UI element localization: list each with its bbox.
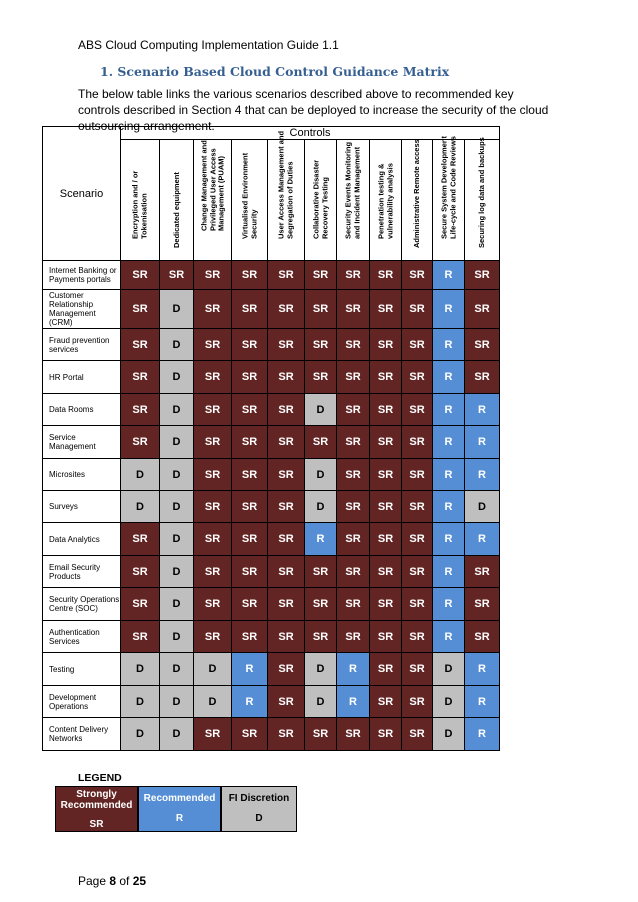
matrix-cell: R: [433, 290, 465, 329]
matrix-cell: SR: [232, 329, 268, 361]
matrix-body: [43, 261, 500, 751]
matrix-cell: R: [232, 686, 268, 718]
legend-item-d: [221, 786, 297, 832]
matrix-cell: SR: [268, 491, 305, 523]
matrix-cell: SR: [465, 621, 500, 653]
matrix-cell: SR: [232, 290, 268, 329]
matrix-cell: SR: [194, 261, 232, 290]
footer-mid: of: [116, 874, 133, 888]
scenario-name: Data Analytics: [43, 523, 121, 556]
matrix-cell: SR: [370, 394, 402, 426]
matrix-cell: SR: [402, 459, 433, 491]
matrix-cell: D: [160, 523, 194, 556]
matrix-cell: D: [160, 718, 194, 751]
matrix-cell: SR: [402, 261, 433, 290]
matrix-cell: SR: [194, 718, 232, 751]
matrix-cell: SR: [121, 523, 160, 556]
table-row: [43, 718, 500, 751]
control-header-8: [370, 140, 402, 261]
matrix-cell: SR: [268, 329, 305, 361]
matrix-cell: R: [305, 523, 337, 556]
matrix-cell: D: [160, 426, 194, 459]
matrix-cell: SR: [121, 426, 160, 459]
matrix-cell: D: [160, 621, 194, 653]
scenario-name: Fraud prevention services: [43, 329, 121, 361]
matrix-cell: R: [433, 394, 465, 426]
matrix-cell: SR: [305, 261, 337, 290]
table-row: [43, 523, 500, 556]
document-header: ABS Cloud Computing Implementation Guide 1.1: [78, 38, 339, 52]
matrix-cell: D: [305, 491, 337, 523]
matrix-cell: R: [465, 653, 500, 686]
matrix-cell: R: [433, 523, 465, 556]
matrix-cell: SR: [402, 290, 433, 329]
matrix-cell: SR: [337, 459, 370, 491]
matrix-cell: SR: [268, 394, 305, 426]
matrix-cell: SR: [268, 653, 305, 686]
control-header-2: [160, 140, 194, 261]
control-label: Collaborative Disaster Recovery Testing: [311, 159, 329, 239]
matrix-cell: R: [433, 459, 465, 491]
matrix-cell: R: [433, 556, 465, 588]
matrix-cell: SR: [121, 394, 160, 426]
scenario-name: Security Operations Centre (SOC): [43, 588, 121, 621]
control-label: User Access Management and Segregation of Duties: [276, 130, 294, 239]
matrix-cell: R: [433, 426, 465, 459]
matrix-cell: SR: [305, 290, 337, 329]
matrix-cell: SR: [402, 394, 433, 426]
matrix-cell: D: [160, 556, 194, 588]
controls-header: Controls: [121, 127, 500, 140]
matrix-cell: SR: [268, 686, 305, 718]
matrix-cell: SR: [121, 588, 160, 621]
matrix-cell: D: [305, 394, 337, 426]
matrix-cell: SR: [402, 491, 433, 523]
matrix-cell: D: [433, 718, 465, 751]
matrix-cell: SR: [160, 261, 194, 290]
control-label: Dedicated equipment: [171, 171, 181, 248]
matrix-cell: SR: [194, 523, 232, 556]
scenario-name: Microsites: [43, 459, 121, 491]
intro-paragraph: The below table links the various scenarios described above to recommended key controls described in Section 4 that can be deployed to increase the security of the cloud outsourcing arrangement.: [78, 87, 549, 133]
control-label: Virtualised Environment Security: [240, 152, 258, 239]
matrix-cell: SR: [305, 718, 337, 751]
matrix-cell: SR: [268, 523, 305, 556]
legend-item-sr: [55, 786, 138, 832]
control-header-9: [402, 140, 433, 261]
matrix-cell: SR: [337, 261, 370, 290]
matrix-cell: SR: [370, 556, 402, 588]
legend-title: LEGEND: [78, 772, 122, 784]
matrix-cell: SR: [370, 686, 402, 718]
legend-item-r: [138, 786, 221, 832]
matrix-cell: SR: [370, 588, 402, 621]
scenario-name: HR Portal: [43, 361, 121, 394]
matrix-cell: SR: [337, 361, 370, 394]
matrix-cell: D: [160, 394, 194, 426]
matrix-cell: SR: [194, 426, 232, 459]
matrix-cell: SR: [232, 718, 268, 751]
control-label: Administrative Remote access: [411, 138, 421, 248]
matrix-cell: SR: [232, 621, 268, 653]
matrix-cell: R: [337, 653, 370, 686]
table-row: [43, 491, 500, 523]
matrix-cell: SR: [370, 426, 402, 459]
matrix-cell: SR: [337, 329, 370, 361]
matrix-cell: D: [160, 329, 194, 361]
matrix-cell: SR: [402, 329, 433, 361]
control-header-5: [268, 130, 305, 261]
matrix-cell: SR: [370, 329, 402, 361]
control-header-10: [433, 136, 465, 261]
matrix-cell: SR: [402, 653, 433, 686]
matrix-cell: R: [465, 426, 500, 459]
control-label: Encryption and / or Tokenisation: [130, 170, 148, 239]
page-total: 25: [132, 874, 147, 888]
matrix-cell: SR: [370, 621, 402, 653]
matrix-cell: SR: [370, 261, 402, 290]
control-header-6: [305, 140, 337, 261]
matrix-cell: SR: [194, 394, 232, 426]
matrix-cell: SR: [232, 523, 268, 556]
scenario-name: Internet Banking or Payments portals: [43, 261, 121, 290]
matrix-cell: SR: [232, 361, 268, 394]
table-row: [43, 361, 500, 394]
matrix-cell: SR: [402, 588, 433, 621]
control-header-1: [121, 140, 160, 261]
matrix-cell: D: [305, 459, 337, 491]
matrix-cell: SR: [232, 491, 268, 523]
matrix-cell: SR: [465, 588, 500, 621]
matrix-cell: SR: [121, 621, 160, 653]
legend-label: Recommended: [143, 793, 216, 804]
matrix-cell: SR: [337, 523, 370, 556]
table-row: [43, 329, 500, 361]
matrix-cell: D: [121, 491, 160, 523]
legend: [55, 786, 297, 832]
footer-prefix: Page: [78, 874, 110, 888]
scenario-name: Data Rooms: [43, 394, 121, 426]
legend-code: D: [255, 813, 263, 824]
legend-code: R: [175, 813, 184, 824]
matrix-cell: SR: [232, 459, 268, 491]
matrix-cell: SR: [121, 361, 160, 394]
matrix-cell: SR: [268, 459, 305, 491]
matrix-cell: R: [465, 523, 500, 556]
control-header-7: [337, 140, 370, 261]
matrix-cell: R: [465, 394, 500, 426]
matrix-cell: R: [465, 718, 500, 751]
matrix-cell: SR: [194, 459, 232, 491]
scenario-name: Customer Relationship Management (CRM): [43, 290, 121, 329]
matrix-cell: SR: [337, 621, 370, 653]
matrix-cell: SR: [232, 426, 268, 459]
scenario-name: Email Security Products: [43, 556, 121, 588]
matrix-cell: SR: [402, 718, 433, 751]
matrix-cell: SR: [121, 556, 160, 588]
matrix-cell: D: [160, 588, 194, 621]
table-row: [43, 290, 500, 329]
control-header-11: [465, 136, 500, 261]
matrix-cell: SR: [370, 718, 402, 751]
matrix-cell: SR: [194, 588, 232, 621]
scenario-header: Scenario: [43, 127, 121, 261]
matrix-cell: SR: [402, 361, 433, 394]
table-row: [43, 394, 500, 426]
scenario-name: Service Management: [43, 426, 121, 459]
matrix-cell: SR: [305, 361, 337, 394]
matrix-cell: R: [232, 653, 268, 686]
scenario-name: Authentication Services: [43, 621, 121, 653]
table-row: [43, 556, 500, 588]
matrix-cell: D: [121, 686, 160, 718]
matrix-cell: SR: [402, 556, 433, 588]
matrix-cell: R: [465, 459, 500, 491]
matrix-cell: D: [160, 686, 194, 718]
matrix-cell: R: [433, 491, 465, 523]
table-row: [43, 686, 500, 718]
scenario-name: Content Delivery Networks: [43, 718, 121, 751]
page-footer: [78, 874, 146, 888]
matrix-cell: SR: [194, 361, 232, 394]
matrix-cell: SR: [232, 394, 268, 426]
legend-label: FI Discretion: [228, 793, 290, 804]
matrix-cell: SR: [370, 653, 402, 686]
matrix-cell: R: [433, 621, 465, 653]
matrix-cell: SR: [402, 621, 433, 653]
matrix-cell: SR: [305, 329, 337, 361]
matrix-cell: SR: [305, 588, 337, 621]
matrix-cell: D: [433, 686, 465, 718]
control-label: Penetration testing & vulnerability analysis: [376, 163, 394, 239]
matrix-cell: SR: [305, 426, 337, 459]
matrix-cell: D: [121, 653, 160, 686]
matrix-cell: SR: [465, 290, 500, 329]
table-row: [43, 621, 500, 653]
matrix-cell: SR: [268, 718, 305, 751]
matrix-cell: SR: [337, 290, 370, 329]
matrix-cell: R: [433, 361, 465, 394]
scenario-name: Surveys: [43, 491, 121, 523]
matrix-cell: D: [305, 653, 337, 686]
matrix-cell: D: [160, 459, 194, 491]
matrix-cell: SR: [121, 290, 160, 329]
matrix-cell: SR: [232, 261, 268, 290]
matrix-cell: D: [121, 718, 160, 751]
table-row: [43, 588, 500, 621]
matrix-cell: SR: [402, 523, 433, 556]
scenario-name: Development Operations: [43, 686, 121, 718]
matrix-cell: D: [305, 686, 337, 718]
matrix-cell: SR: [268, 290, 305, 329]
matrix-cell: SR: [268, 361, 305, 394]
matrix-cell: SR: [194, 491, 232, 523]
matrix-cell: D: [160, 653, 194, 686]
matrix-cell: SR: [268, 556, 305, 588]
matrix-cell: SR: [268, 621, 305, 653]
matrix-cell: SR: [337, 718, 370, 751]
matrix-cell: SR: [268, 426, 305, 459]
matrix-cell: SR: [337, 588, 370, 621]
matrix-cell: SR: [337, 394, 370, 426]
matrix-cell: D: [160, 491, 194, 523]
control-label: Change Management and Privileged User Access Management (PUAM): [198, 139, 225, 231]
matrix-cell: D: [465, 491, 500, 523]
matrix-cell: D: [194, 653, 232, 686]
matrix-cell: SR: [337, 426, 370, 459]
matrix-cell: SR: [268, 588, 305, 621]
scenario-name: Testing: [43, 653, 121, 686]
matrix-cell: SR: [194, 556, 232, 588]
matrix-cell: SR: [465, 361, 500, 394]
matrix-cell: D: [160, 290, 194, 329]
matrix-cell: SR: [305, 556, 337, 588]
matrix-cell: R: [465, 686, 500, 718]
matrix-cell: SR: [232, 588, 268, 621]
matrix-cell: SR: [402, 426, 433, 459]
matrix-cell: SR: [337, 491, 370, 523]
matrix-cell: SR: [370, 290, 402, 329]
matrix-cell: R: [433, 588, 465, 621]
matrix-cell: SR: [465, 261, 500, 290]
matrix-cell: SR: [121, 329, 160, 361]
table-row: [43, 653, 500, 686]
matrix-cell: R: [433, 261, 465, 290]
matrix-cell: D: [433, 653, 465, 686]
matrix-cell: D: [194, 686, 232, 718]
table-row: [43, 426, 500, 459]
control-label: Securing log data and backups: [476, 136, 486, 248]
matrix-cell: SR: [194, 290, 232, 329]
table-row: [43, 261, 500, 290]
matrix-cell: SR: [268, 261, 305, 290]
matrix-cell: SR: [194, 621, 232, 653]
legend-label: Strongly Recommended: [60, 789, 133, 811]
matrix-cell: SR: [465, 556, 500, 588]
matrix-cell: D: [121, 459, 160, 491]
page-number: 8: [109, 874, 117, 888]
control-label: Secure System Development Life-cycle and Code Reviews: [439, 136, 457, 239]
section-title: 1. Scenario Based Cloud Control Guidance Matrix: [100, 64, 450, 79]
matrix-cell: SR: [402, 686, 433, 718]
matrix-cell: SR: [465, 329, 500, 361]
matrix-cell: R: [337, 686, 370, 718]
matrix-cell: SR: [194, 329, 232, 361]
matrix-cell: D: [160, 361, 194, 394]
matrix-cell: SR: [370, 459, 402, 491]
matrix-cell: SR: [232, 556, 268, 588]
control-matrix-table: [42, 126, 500, 751]
matrix-cell: SR: [121, 261, 160, 290]
control-header-4: [232, 140, 268, 261]
legend-code: SR: [89, 819, 104, 830]
matrix-cell: SR: [305, 621, 337, 653]
matrix-cell: R: [433, 329, 465, 361]
matrix-cell: SR: [370, 523, 402, 556]
matrix-cell: SR: [337, 556, 370, 588]
matrix-cell: SR: [370, 361, 402, 394]
control-header-3: [194, 140, 232, 261]
table-row: [43, 459, 500, 491]
control-label: Security Events Monitoring and Incident Management: [343, 141, 361, 239]
matrix-cell: SR: [370, 491, 402, 523]
